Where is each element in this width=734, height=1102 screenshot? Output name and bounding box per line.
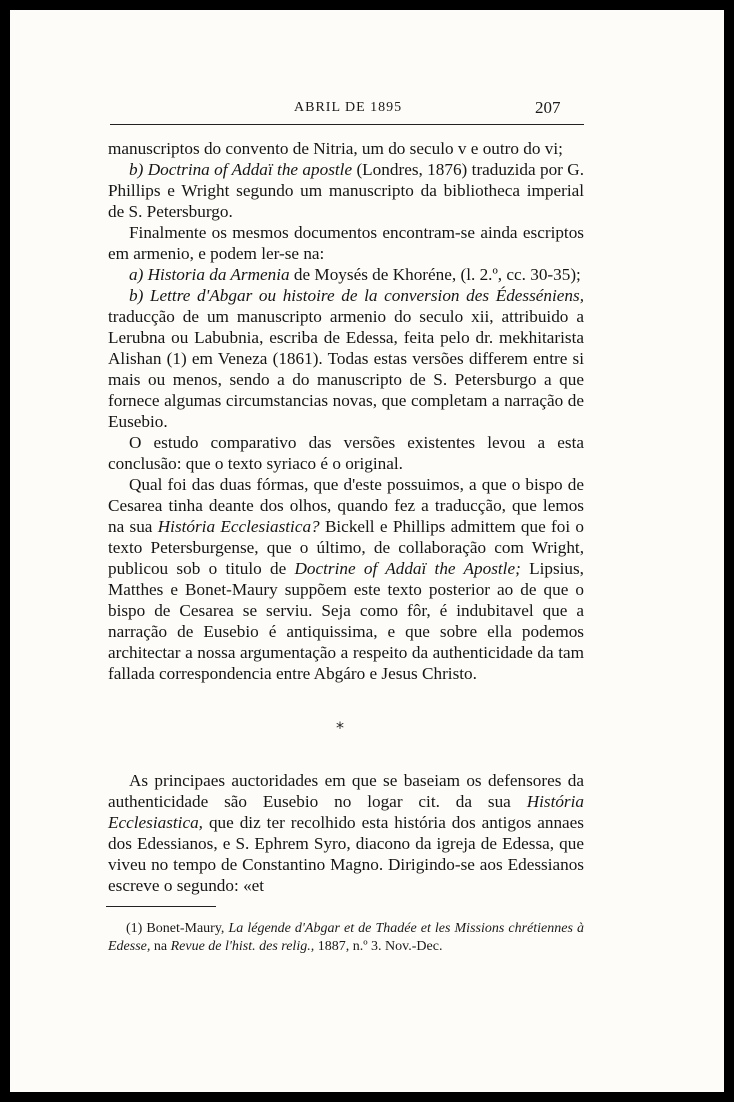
work-title: História Ecclesiastica, bbox=[108, 792, 584, 832]
paragraph: a) Historia da Armenia de Moysés de Khoréne, (l. 2.º, cc. 30-35); bbox=[129, 265, 581, 284]
paragraph: As principaes auctoridades em que se baseiam os defensores da authenticidade são Eusebio no logar cit. da sua História Ecclesiastica, que diz ter recolhido esta história dos antigos annaes dos Edessianos, e S. Ephrem Syro, diacono da igreja de Edessa, que viveu no tempo de Constantino Magno. Dirigindo-se aos Edessianos escreve o segundo: «et bbox=[108, 771, 584, 895]
paragraph: b) Doctrina of Addaï the apostle (Londres, 1876) traduzida por G. Phillips e Wright segundo um manuscripto da bibliotheca imperial de S. Petersburgo. bbox=[108, 160, 584, 221]
running-title: ABRIL DE 1895 bbox=[294, 100, 403, 115]
page bbox=[10, 10, 724, 1092]
paragraph: Qual foi das duas fórmas, que d'este possuimos, a que o bispo de Cesarea tinha deante dos olhos, quando fez a traducção, que lemos na sua História Ecclesiastica? Bickell e Phillips admittem que foi o texto Petersburgense, que o último, de collaboração com Wright, publicou sob o titulo de Doctrine of Addaï the Apostle; Lipsius, Matthes e Bonet-Maury suppõem este texto posterior ao de que o bispo de Cesarea se serviu. Seja como fôr, é indubitavel que a narração de Eusebio é antiquissima, e que sobre ella podemos architectar a nossa argumentação a respeito da authenticidade da tam fallada correspondencia entre Abgáro e Jesus Christo. bbox=[108, 475, 584, 683]
journal-title: Revue de l'hist. des relig., bbox=[170, 939, 315, 954]
paragraph: b) Lettre d'Abgar ou histoire de la conversion des Édesséniens, traducção de um manuscripto armenio do seculo xii, attribuido a Lerubna ou Labubnia, escriba de Edessa, feita pelo dr. mekhitarista Alishan (1) em Veneza (1861). Todas estas versões differem entre si mais ou menos, sendo a do manuscripto de S. Petersburgo a que fornece algumas circumstancias novas, que completam a narração de Eusebio. bbox=[108, 286, 584, 431]
paragraph: O estudo comparativo das versões existentes levou a esta conclusão: que o texto syriaco é o original. bbox=[108, 433, 584, 473]
footnote-rule bbox=[106, 906, 216, 907]
main-text-continued bbox=[108, 770, 584, 896]
header-rule bbox=[110, 124, 584, 125]
page-number: 207 bbox=[535, 98, 561, 117]
work-title: Doctrine of Addaï the Apostle; bbox=[294, 559, 521, 578]
running-header bbox=[10, 100, 724, 124]
work-title: Lettre d'Abgar ou histoire de la conversion des Édesséniens, bbox=[149, 286, 584, 305]
work-title: La légende d'Abgar et de Thadée et les Missions chrétiennes à Edesse, bbox=[108, 921, 584, 954]
work-title: Historia da Armenia bbox=[147, 265, 290, 284]
work-title: História Ecclesiastica? bbox=[157, 517, 320, 536]
main-text bbox=[108, 138, 584, 684]
footnote-mark: (1) bbox=[126, 921, 143, 936]
paragraph: Finalmente os mesmos documentos encontram-se ainda escriptos em armenio, e podem ler-se na: bbox=[108, 223, 584, 263]
paragraph: manuscriptos do convento de Nitria, um do seculo v e outro do vi; bbox=[108, 139, 563, 158]
work-title: Doctrina of Addaï the apostle bbox=[147, 160, 353, 179]
section-ornament: * bbox=[336, 718, 344, 737]
footnote: (1) Bonet-Maury, La légende d'Abgar et de Thadée et les Missions chrétiennes à Edesse, na Revue de l'hist. des relig., 1887, n.º 3. Nov.-Dec. bbox=[108, 921, 584, 954]
